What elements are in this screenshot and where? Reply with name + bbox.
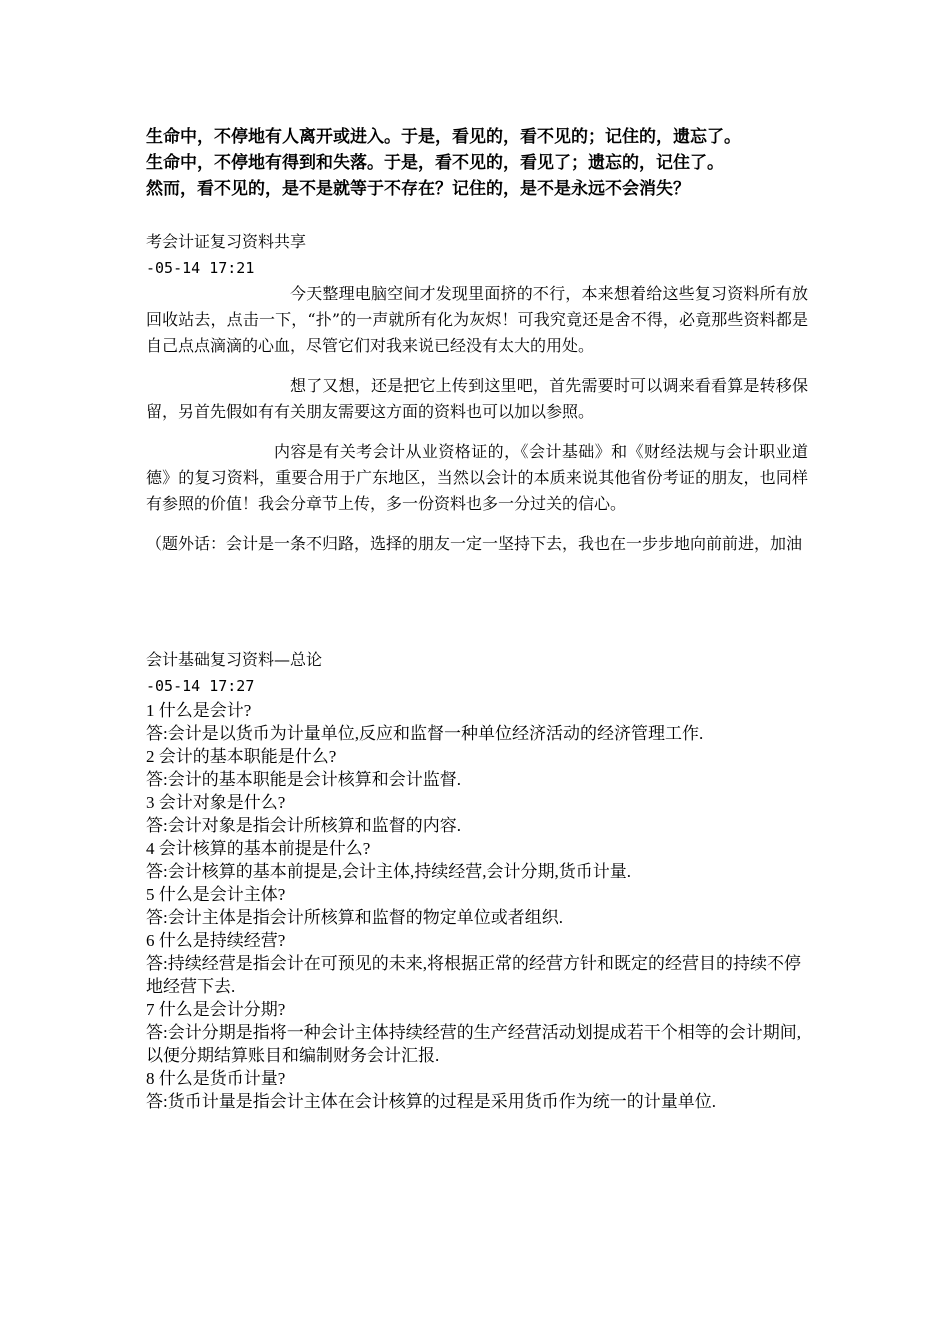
answer: 答:会计分期是指将一种会计主体持续经营的生产经营活动划提成若干个相等的会计期间,以便分期结算账目和编制财务会计汇报.: [146, 1023, 801, 1065]
post-title: 考会计证复习资料共享: [146, 232, 307, 251]
post-paragraph: 今天整理电脑空间才发现里面挤的不行，本来想着给这些复习资料所有放回收站去，点击一下，“扑”的一声就所有化为灰烬！可我究竟还是舍不得，必竟那些资料都是自己点点滴滴的心血，尽管它们对我来说已经没有太大的用处。: [146, 284, 808, 355]
intro-line: 然而，看不见的，是不是就等于不存在？记住的，是不是永远不会消失？: [146, 179, 690, 199]
question: 4 会计核算的基本前提是什么?: [146, 839, 371, 858]
question: 2 会计的基本职能是什么?: [146, 747, 337, 766]
intro-block: [146, 124, 808, 202]
question: 1 什么是会计?: [146, 701, 252, 720]
document-page: [146, 124, 808, 1113]
answer: 答:会计对象是指会计所核算和监督的内容.: [146, 816, 461, 835]
post-paragraph: 内容是有关考会计从业资格证的，《会计基础》和《财经法规与会计职业道德》的复习资料，重要合用于广东地区，当然以会计的本质来说其他省份考证的朋友，也同样有参照的价值！我会分章节上传，多一份资料也多一分过关的信心。: [146, 442, 808, 513]
post-accounting-basics: [146, 647, 808, 1113]
post-time: -05-14 17:27: [146, 677, 255, 695]
answer: 答:会计的基本职能是会计核算和会计监督.: [146, 770, 461, 789]
post-time: -05-14 17:21: [146, 259, 255, 277]
intro-line: 生命中，不停地有得到和失落。于是，看不见的，看见了；遗忘的，记住了。: [146, 153, 724, 173]
intro-line: 生命中，不停地有人离开或进入。于是，看见的，看不见的；记住的，遗忘了。: [146, 127, 741, 147]
qa-list: [146, 699, 808, 1113]
question: 5 什么是会计主体?: [146, 885, 286, 904]
post-paragraph: 想了又想，还是把它上传到这里吧，首先需要时可以调来看看算是转移保留，另首先假如有有关朋友需要这方面的资料也可以加以参照。: [146, 376, 808, 421]
question: 3 会计对象是什么?: [146, 793, 286, 812]
question: 7 什么是会计分期?: [146, 1000, 286, 1019]
answer: 答:会计是以货币为计量单位,反应和监督一种单位经济活动的经济管理工作.: [146, 724, 704, 743]
question: 6 什么是持续经营?: [146, 931, 286, 950]
answer: 答:会计主体是指会计所核算和监督的物定单位或者组织.: [146, 908, 563, 927]
post-paragraph: （题外话：会计是一条不归路，选择的朋友一定一坚持下去，我也在一步步地向前前进，加油: [146, 534, 803, 553]
answer: 答:会计核算的基本前提是,会计主体,持续经营,会计分期,货币计量.: [146, 862, 631, 881]
answer: 答:持续经营是指会计在可预见的未来,将根据正常的经营方针和既定的经营目的持续不停地经营下去.: [146, 954, 801, 996]
question: 8 什么是货币计量?: [146, 1069, 286, 1088]
post-share: [146, 229, 808, 557]
post-title: 会计基础复习资料—总论: [146, 650, 323, 669]
answer: 答:货币计量是指会计主体在会计核算的过程是采用货币作为统一的计量单位.: [146, 1092, 716, 1111]
